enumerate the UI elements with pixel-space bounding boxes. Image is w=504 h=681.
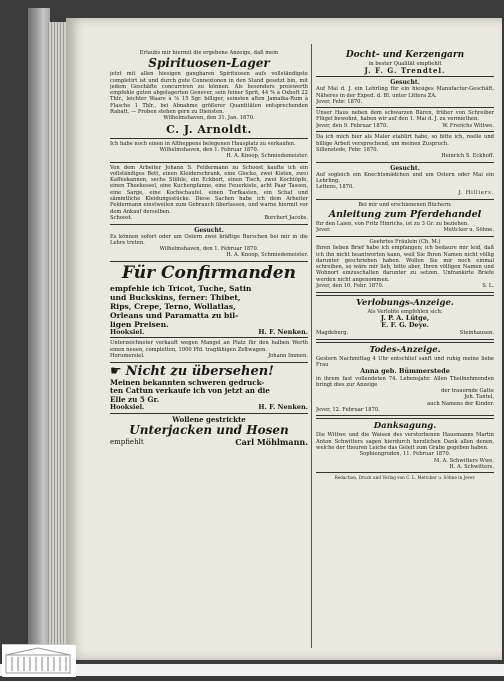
ad-title: Docht- und Kerzengarn xyxy=(345,50,465,60)
separator xyxy=(316,472,494,473)
ad-line: Orleans und Paramatta zu bil- xyxy=(110,310,239,320)
separator xyxy=(110,138,308,139)
ad-title: Spirituosen-Lager xyxy=(148,56,270,71)
ad-title: Unterjacken und Hosen xyxy=(129,422,289,437)
ad-date: Wilhelmshaven, den 1. Februar 1870. xyxy=(159,246,259,253)
ad-line: Rips, Crepe, Terno, Wollatlas, xyxy=(110,301,236,311)
ad-title: Todes-Anzeige. xyxy=(369,344,441,355)
ad-title: Für Confirmanden xyxy=(122,262,296,283)
ad-signature: J. F. G. Trendtel. xyxy=(364,66,446,76)
ad-signature: H. A. Knoop, Schmiedemeister. xyxy=(226,252,308,259)
ad-cattun xyxy=(110,365,308,411)
ad-header: Bei mir und erschienenen Büchern: xyxy=(358,201,452,208)
ad-header: Erlaubs mir hiermit die ergebene Anzeige, daß mein xyxy=(139,50,279,56)
ad-left: empfiehlt xyxy=(110,437,144,446)
separator xyxy=(316,292,494,296)
ad-line: Meinen bekannten schweren gedruck- xyxy=(110,377,265,387)
ad-confirmanden xyxy=(110,264,308,336)
ad-body: Ihren lieben Brief habe ich empfangen; ich bedaure mir leid, daß ich ihn nicht beantworten kann, weil Sie Ihren Namen nicht völlig darunter geschrieben haben. Wollen Sie mir noch einmal schreiben, so wäre mir lieb, bitte aber, Ihren völligen Namen und Wohnort einzuschalten darunter zu setzen. Unfrankirte Briefe werden nicht angenommen. xyxy=(316,245,494,283)
ad-zeltwagen xyxy=(110,340,308,359)
ad-body: Unterzeichneter verkauft wegen Mangel an Platz für den halben Werth einen neuen, completten, 1000 Pfd. tragfähigen Zeltwagen. xyxy=(110,340,308,353)
ad-heading: Gesucht. xyxy=(194,226,224,234)
ad-subtitle: Wollene gestrickte xyxy=(172,414,246,424)
ad-body: Ich habe noch einen in Altheppens belegenen Hausplatz zu verkaufen. xyxy=(110,140,296,147)
separator xyxy=(110,413,308,414)
ad-date: Jever, den 10. Febr. 1870. xyxy=(316,283,384,290)
ad-title: Verlobungs-Anzeige. xyxy=(356,297,454,308)
ad-header: Geehrtes Fräulein (Ch. M.) xyxy=(369,238,441,245)
separator xyxy=(316,107,494,108)
ad-signature: Heinrich S. Eckhoff. xyxy=(441,153,494,160)
newspaper-page xyxy=(66,18,502,660)
ad-verlobung xyxy=(316,298,494,337)
ad-todesanzeige xyxy=(316,345,494,414)
ad-line: ten Cattun verkaufe ich von jetzt an die xyxy=(110,386,270,396)
separator xyxy=(110,337,308,338)
separator xyxy=(316,131,494,132)
ad-place: Steinhausen. xyxy=(459,329,494,336)
ad-place: Hooksiel. xyxy=(110,403,145,412)
ad-place: Jever. xyxy=(316,227,331,234)
separator xyxy=(316,162,494,163)
separator xyxy=(316,236,494,237)
ad-signature: H. A. Schwitters. xyxy=(449,463,494,470)
ad-body: Auf Mai d. J. ein Lehrling für ein hiesiges Manufactur-Geschäft. Näheres in der Exped. d. Bl. unter Littera ZA. xyxy=(316,86,494,99)
ad-body: in ihrem fast vollendeten 74. Lebensjahr. Allen Theilnehmenden bringt dies zur Anzeige xyxy=(316,375,494,388)
ad-date: Wilhelmshaven, den 31. Jan. 1870. xyxy=(163,115,255,122)
ad-lehrlinge xyxy=(110,227,308,259)
ad-place: Horumersiel. xyxy=(110,352,145,359)
ad-name: J. P. A. Lütge, xyxy=(380,313,430,322)
imprint: Redaction, Druck und Verlag von C. L. Mettcker u. Söhne in Jever. xyxy=(334,475,476,481)
ad-body: für den Laien, von Fritz Hinrichs, ist zu 3 Gr. zu beziehen. xyxy=(316,221,469,228)
library-logo xyxy=(2,644,76,677)
ad-body: Als Verlobte empfehlen sich: xyxy=(367,308,443,315)
ad-signature: J. Hilliers. xyxy=(458,190,494,197)
separator xyxy=(316,199,494,200)
library-building-icon xyxy=(2,645,76,677)
ad-line: empfehle ich Tricot, Tuche, Satin xyxy=(110,283,252,293)
ad-line: Elle zu 5 Gr. xyxy=(110,394,160,404)
ad-unterjacken xyxy=(110,416,308,447)
ad-signature: H. F. Nenken. xyxy=(258,403,308,412)
column-divider xyxy=(311,44,312,648)
ad-hausplatz xyxy=(110,141,308,160)
ad-date: Sophiengroden, 11. Februar 1870. xyxy=(359,451,451,458)
column-left xyxy=(110,42,308,654)
ad-name: E. F. G. Deye. xyxy=(381,321,429,330)
ad-signature: Borchert Jacobs. xyxy=(264,214,308,221)
separator xyxy=(110,261,308,262)
ad-place: Hooksiel. xyxy=(110,327,145,336)
ad-place: Magdeburg. xyxy=(316,329,349,336)
separator xyxy=(110,162,308,163)
pointing-hand-icon: ☛ xyxy=(110,363,122,379)
ad-signature: W. Frerichs Wittwe. xyxy=(442,122,494,129)
ad-danksagung xyxy=(316,421,494,470)
ad-warnung xyxy=(110,165,308,222)
ad-title: Nicht zu übersehen! xyxy=(125,363,274,379)
ad-body: jetzt mit allen hiesigen gangbaren Spirituosen aufs vollständigste completirt ist und durch gute Connexionen in den Stand gesetzt bin, mit jedem Geschäfte concurriren zu können. Als besonders preiswerth empfehle guten abgelagerten Genever, sein feiner Sprit, 44 % à Oxhoft 22 Thlr., leichter Waare à ⅝ 15 Sgr. billiger, seinsten alten Jamaika-Rum à Flasche 1 Thlr., bei Abnahme größerer Quantitäten entsprechenden Rabatt. — Proben stehen gern zu Diensten. xyxy=(110,71,308,116)
ad-place: Schoost. xyxy=(110,214,133,221)
ad-name: Anna geb. Bümmerstede xyxy=(360,367,450,376)
ad-signature: H. F. Nenken. xyxy=(258,327,308,336)
separator xyxy=(110,362,308,363)
book-cover-edge xyxy=(28,8,50,666)
separator xyxy=(316,415,494,419)
ad-line: und Buckskins, ferner: Thibet, xyxy=(110,292,241,302)
ad-lehrling xyxy=(316,79,494,105)
ad-signature: Carl Möhlmann. xyxy=(235,436,308,447)
ad-signer: Joh. Tantel, xyxy=(464,394,494,401)
ad-signature: M. A. Schwitters Wwe. xyxy=(433,457,494,464)
ad-docht xyxy=(316,50,494,74)
ad-body: Auf sogleich ein Knechtsmädchen und um Ostern oder Mai ein Lehrling. xyxy=(316,171,494,184)
ad-date: Wilhelmshaven, den 1. Februar 1870. xyxy=(159,146,259,153)
ad-date: Jever, Febr. 1870. xyxy=(316,98,363,105)
ad-signature: Johann Immen. xyxy=(268,352,308,359)
ad-brief xyxy=(316,239,494,290)
ad-spirituosen xyxy=(110,50,308,136)
ad-signature: H. A. Knoop, Schmiedemeister. xyxy=(226,153,308,160)
ad-heading: Gesucht. xyxy=(390,79,420,87)
ad-heading: Gesucht. xyxy=(390,164,420,172)
ad-pferdehandel xyxy=(316,202,494,234)
ad-haus xyxy=(316,110,494,129)
ad-date: Lettens, 1870. xyxy=(316,184,354,191)
ad-knecht xyxy=(316,165,494,197)
ad-signature: C. J. Arnoldt. xyxy=(166,122,252,136)
separator xyxy=(316,339,494,343)
separator xyxy=(316,76,494,77)
ad-maler xyxy=(316,134,494,159)
ad-body: Es können sofort oder um Ostern zwei kräftige Burschen bei mir in die Lehre treten. xyxy=(110,233,308,246)
ad-line: ligen Preisen. xyxy=(110,319,169,329)
ad-title: Danksagung. xyxy=(373,421,437,432)
ad-title: Anleitung zum Pferdehandel xyxy=(328,209,482,221)
separator xyxy=(110,224,308,225)
ad-signature: S. L. xyxy=(482,283,494,290)
ad-date: Sillenstede, Febr. 1870. xyxy=(316,146,379,153)
ad-closing: der trauernde Gatte xyxy=(441,388,494,395)
ad-date: Jever, 12. Februar 1870. xyxy=(316,407,380,414)
ad-signature: Mettcker u. Söhne. xyxy=(443,227,494,234)
ad-subtitle: in bester Qualität empfiehlt xyxy=(368,61,442,67)
ad-body: Von dem Arbeiter Johann S. Feldermann zu Schoost kaufte ich ein vollständiges Bett, einen Kleiderschrank, eine Glocke, zwei Kisten, zwei Kaffeekannen, sechs Stühle, ein Eckbort, einen Tisch, zwei Kochtöpfe, einen Theekessel, eine Kuchenpfanne, eine Feuerkiste, acht Paar Tassen, eine Sarge, eine Kochschaufel, einen Torfkasten, ein Schaf und sämmtliche Kleidungsstücke. Diese Sachen habe ich dem Arbeiter Feldermann einstweilen zum Gebrauch überlassen, und warne hiermit vor dem Ankauf derselben. xyxy=(110,164,308,215)
column-right xyxy=(316,42,494,654)
ad-signer: auch Namens der Kinder. xyxy=(427,400,494,407)
ad-body: Gestern Nachmittag 4 Uhr entschlief sanft und ruhig meine liebe Frau xyxy=(316,355,494,368)
ad-body: Unser Haus neben dem schwarzen Bären, früher von Schreiber Flügel bewohnt, haben wir auf den 1. Mai d. J. zu vermiethen. xyxy=(316,110,494,123)
ad-body: Da ich mich hier als Maler etablirt habe, so bitte ich, reelle und billige Arbeit versprechend, um meinen Zuspruch. xyxy=(316,134,494,147)
ad-body: Die Wittwe und die Waisen des verstorbenen Hausmanns Martin Anton Schwitters sagen hierdurch herzlichen Dank allen denen, welche der theuren Leiche das Geleit zum Grabe gegeben haben. xyxy=(316,432,494,451)
ad-date: Jever, den 9. Februar 1870. xyxy=(316,122,388,129)
